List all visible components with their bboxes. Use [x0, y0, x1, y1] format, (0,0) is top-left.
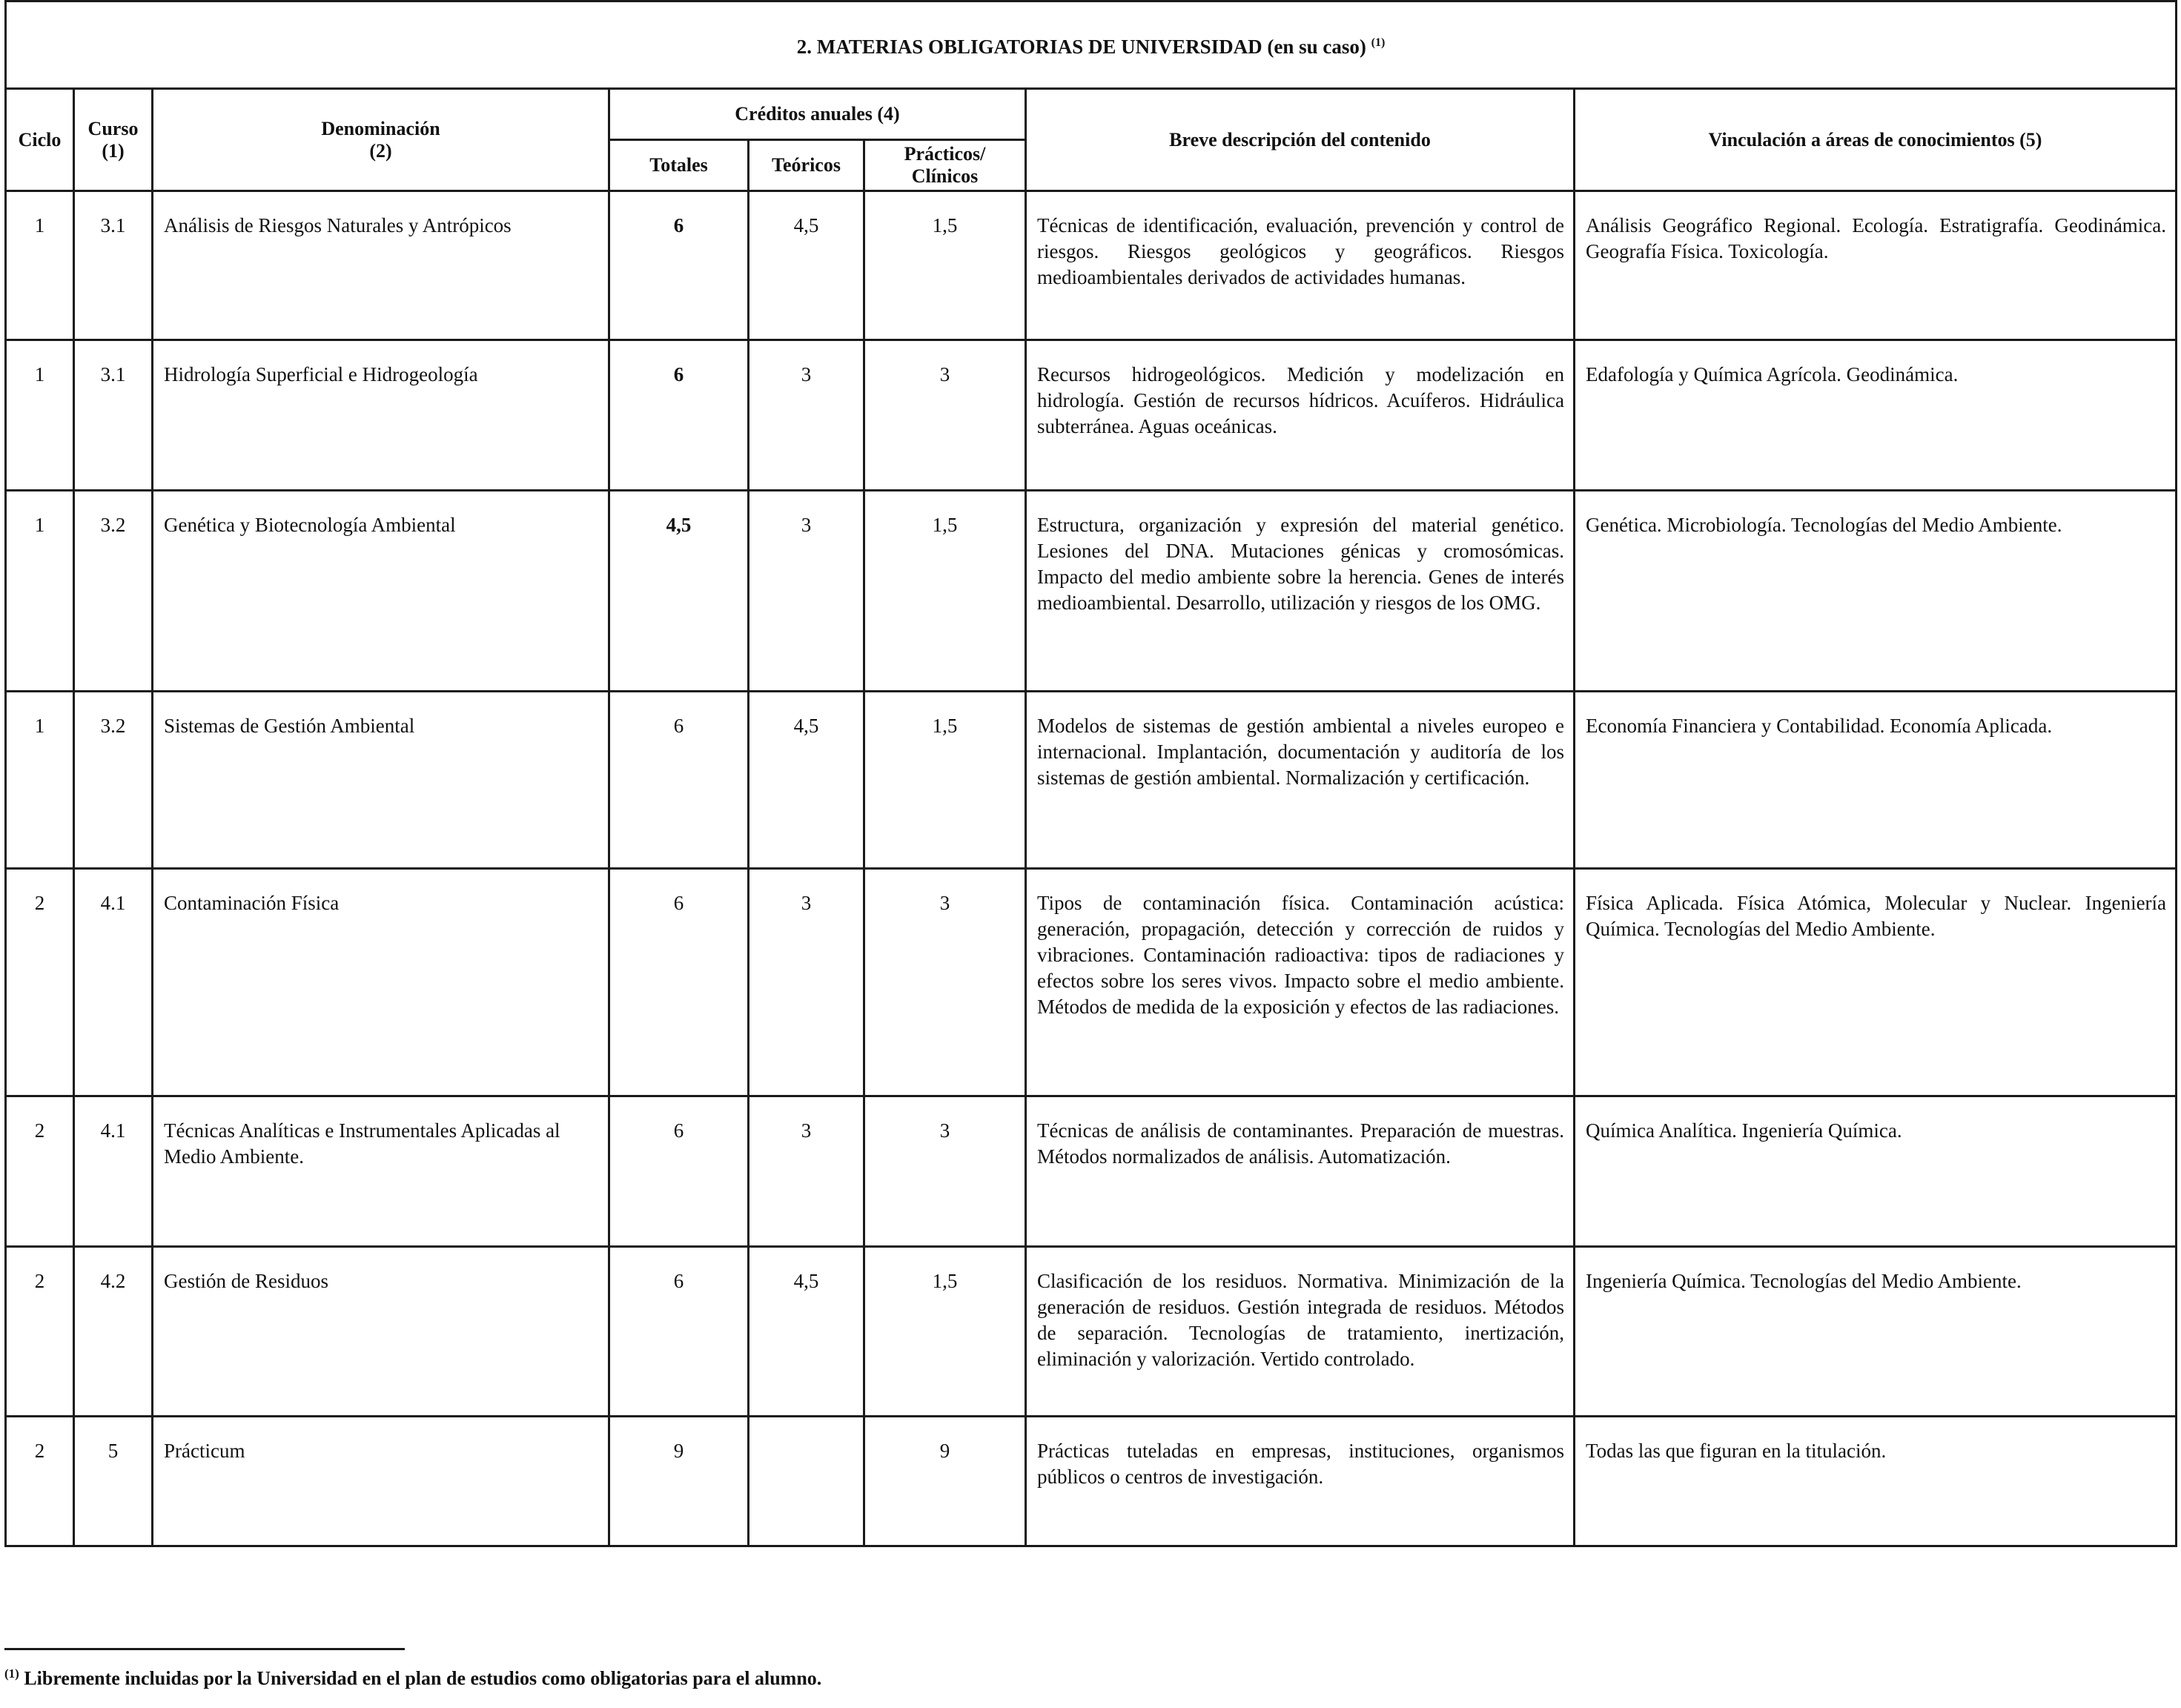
cell-vinculacion: Física Aplicada. Física Atómica, Molecular y Nuclear. Ingeniería Química. Tecnologías del Medio Ambiente.: [1575, 869, 2177, 1096]
table-title-text: 2. MATERIAS OBLIGATORIAS DE UNIVERSIDAD (en su caso): [796, 36, 1366, 58]
cell-curso: 5: [74, 1417, 153, 1546]
header-curso-label: Curso: [87, 117, 139, 139]
header-vinculacion: Vinculación a áreas de conocimientos (5): [1575, 89, 2177, 191]
cell-practicos: 1,5: [864, 1247, 1026, 1417]
cell-practicos: 3: [864, 1096, 1026, 1247]
cell-curso: 4.1: [74, 869, 153, 1096]
cell-practicos: 1,5: [864, 191, 1026, 340]
cell-ciclo: 2: [6, 1096, 74, 1247]
cell-denominacion: Hidrología Superficial e Hidrogeología: [153, 340, 609, 491]
table-row: [6, 491, 2177, 692]
subjects-table: [4, 0, 2177, 1547]
cell-curso: 3.1: [74, 340, 153, 491]
cell-denominacion: Análisis de Riesgos Naturales y Antrópicos: [153, 191, 609, 340]
cell-curso: 4.1: [74, 1096, 153, 1247]
cell-teoricos: 4,5: [749, 692, 864, 869]
cell-practicos: 3: [864, 869, 1026, 1096]
cell-teoricos: 4,5: [749, 191, 864, 340]
table-row: [6, 1096, 2177, 1247]
cell-ciclo: 1: [6, 491, 74, 692]
cell-descripcion: Clasificación de los residuos. Normativa. Minimización de la generación de residuos. Gestión integrada de residuos. Métodos de separación. Tecnologías de tratamiento, inertización, eliminación y valorización. Vertido controlado.: [1026, 1247, 1575, 1417]
header-curso-note: (1): [102, 139, 125, 162]
cell-teoricos: [749, 1417, 864, 1546]
cell-teoricos: 3: [749, 869, 864, 1096]
cell-vinculacion: Todas las que figuran en la titulación.: [1575, 1417, 2177, 1546]
header-creditos: Créditos anuales (4): [609, 89, 1026, 140]
cell-totales: 4,5: [609, 491, 749, 692]
table-title: [6, 1, 2177, 89]
header-practicos-line2: Clínicos: [911, 165, 979, 187]
cell-denominacion: Contaminación Física: [153, 869, 609, 1096]
cell-descripcion: Estructura, organización y expresión del material genético. Lesiones del DNA. Mutaciones génicas y cromosómicas. Impacto del medio ambiente sobre la herencia. Genes de interés medioambiental. Desarrollo, utilización y riesgos de los OMG.: [1026, 491, 1575, 692]
header-practicos: [864, 140, 1026, 191]
header-denominacion-label: Denominación: [321, 117, 440, 139]
cell-curso: 3.2: [74, 692, 153, 869]
table-title-note: (1): [1371, 36, 1386, 49]
cell-teoricos: 3: [749, 1096, 864, 1247]
cell-denominacion: Genética y Biotecnología Ambiental: [153, 491, 609, 692]
cell-practicos: 3: [864, 340, 1026, 491]
cell-denominacion: Prácticum: [153, 1417, 609, 1546]
cell-descripcion: Modelos de sistemas de gestión ambiental a niveles europeo e internacional. Implantación, documentación y auditoría de los sistemas de gestión ambiental. Normalización y certificación.: [1026, 692, 1575, 869]
cell-descripcion: Tipos de contaminación física. Contaminación acústica: generación, propagación, detección y corrección de ruidos y vibraciones. Contaminación radioactiva: tipos de radiaciones y efectos sobre los seres vivos. Impacto sobre el medio ambiente. Métodos de medida de la exposición y efectos de las radiaciones.: [1026, 869, 1575, 1096]
cell-denominacion: Gestión de Residuos: [153, 1247, 609, 1417]
cell-totales: 6: [609, 869, 749, 1096]
cell-curso: 3.2: [74, 491, 153, 692]
cell-practicos: 9: [864, 1417, 1026, 1546]
cell-vinculacion: Economía Financiera y Contabilidad. Economía Aplicada.: [1575, 692, 2177, 869]
cell-descripcion: Técnicas de identificación, evaluación, prevención y control de riesgos. Riesgos geológicos y geográficos. Riesgos medioambientales derivados de actividades humanas.: [1026, 191, 1575, 340]
table-row: [6, 340, 2177, 491]
header-curso: [74, 89, 153, 191]
table-row: [6, 1247, 2177, 1417]
header-descripcion: Breve descripción del contenido: [1026, 89, 1575, 191]
header-teoricos: Teóricos: [749, 140, 864, 191]
cell-ciclo: 1: [6, 340, 74, 491]
header-denominacion-note: (2): [369, 139, 392, 162]
cell-vinculacion: Química Analítica. Ingeniería Química.: [1575, 1096, 2177, 1247]
table-row: [6, 1417, 2177, 1546]
document-page: [4, 0, 2175, 1547]
header-practicos-line1: Prácticos/: [904, 143, 986, 165]
table-row: [6, 692, 2177, 869]
cell-vinculacion: Edafología y Química Agrícola. Geodinámica.: [1575, 340, 2177, 491]
cell-totales: 6: [609, 692, 749, 869]
footnote-text: Libremente incluidas por la Universidad en el plan de estudios como obligatorias para el alumno.: [24, 1667, 822, 1689]
table-row: [6, 869, 2177, 1096]
footnote-mark: (1): [4, 1666, 19, 1681]
cell-vinculacion: Ingeniería Química. Tecnologías del Medio Ambiente.: [1575, 1247, 2177, 1417]
cell-totales: 6: [609, 191, 749, 340]
cell-ciclo: 1: [6, 191, 74, 340]
cell-ciclo: 2: [6, 1247, 74, 1417]
header-ciclo: Ciclo: [6, 89, 74, 191]
cell-curso: 4.2: [74, 1247, 153, 1417]
cell-ciclo: 2: [6, 1417, 74, 1546]
cell-totales: 6: [609, 340, 749, 491]
cell-descripcion: Recursos hidrogeológicos. Medición y modelización en hidrología. Gestión de recursos hídricos. Acuíferos. Hidráulica subterránea. Aguas oceánicas.: [1026, 340, 1575, 491]
header-totales: Totales: [609, 140, 749, 191]
cell-curso: 3.1: [74, 191, 153, 340]
cell-descripcion: Prácticas tuteladas en empresas, instituciones, organismos públicos o centros de investigación.: [1026, 1417, 1575, 1546]
cell-totales: 9: [609, 1417, 749, 1546]
cell-denominacion: Técnicas Analíticas e Instrumentales Aplicadas al Medio Ambiente.: [153, 1096, 609, 1247]
cell-totales: 6: [609, 1096, 749, 1247]
cell-practicos: 1,5: [864, 491, 1026, 692]
cell-denominacion: Sistemas de Gestión Ambiental: [153, 692, 609, 869]
cell-vinculacion: Análisis Geográfico Regional. Ecología. Estratigrafía. Geodinámica. Geografía Física. Toxicología.: [1575, 191, 2177, 340]
table-row: [6, 191, 2177, 340]
cell-descripcion: Técnicas de análisis de contaminantes. Preparación de muestras. Métodos normalizados de análisis. Automatización.: [1026, 1096, 1575, 1247]
header-denominacion: [153, 89, 609, 191]
cell-totales: 6: [609, 1247, 749, 1417]
cell-ciclo: 1: [6, 692, 74, 869]
footnote: [4, 1666, 821, 1690]
cell-teoricos: 4,5: [749, 1247, 864, 1417]
cell-vinculacion: Genética. Microbiología. Tecnologías del Medio Ambiente.: [1575, 491, 2177, 692]
cell-teoricos: 3: [749, 340, 864, 491]
cell-teoricos: 3: [749, 491, 864, 692]
footnote-divider: [4, 1648, 405, 1650]
cell-practicos: 1,5: [864, 692, 1026, 869]
cell-ciclo: 2: [6, 869, 74, 1096]
